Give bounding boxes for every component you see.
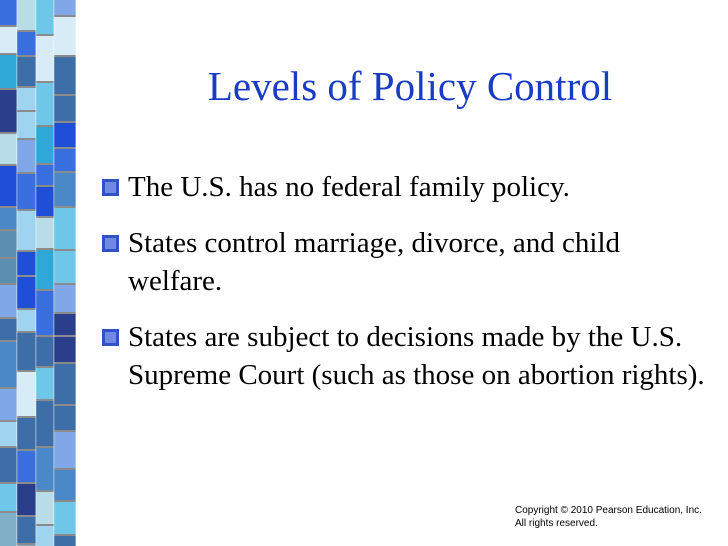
sidebar-tile [36,526,54,546]
sidebar-tile-edge [0,317,17,319]
sidebar-tile-edge [36,399,54,401]
sidebar-tile [54,0,76,15]
sidebar-tile-edge [17,250,36,252]
sidebar-tile [17,32,36,55]
sidebar-tile-edge [17,30,36,32]
bullet-text: States are subject to decisions made by the U.S. Supreme Court (such as those on abortion rights). [128,321,705,391]
sidebar-tile [0,389,17,420]
sidebar-tile-edge [36,335,54,337]
sidebar-tile-edge [36,125,54,127]
sidebar-tile [17,372,36,416]
sidebar-tile-edge [36,81,54,83]
bullet-list [100,168,710,394]
sidebar-tile [17,140,36,172]
sidebar-tile [17,517,36,543]
sidebar-tile [0,422,17,446]
sidebar-tile [0,448,17,482]
sidebar-tile-edge [0,283,17,285]
sidebar-tile-edge [0,206,17,208]
sidebar-tile-edge [54,55,76,57]
sidebar-tile-edge [54,468,76,470]
sidebar-tile [0,231,17,257]
rights-line: All rights reserved. [515,518,598,529]
sidebar-tile [36,187,54,216]
sidebar-tile [17,277,36,308]
sidebar-tile-edge [0,482,17,484]
sidebar-tile-edge [54,94,76,96]
sidebar-tile [54,96,76,121]
sidebar-tile-edge [36,446,54,448]
sidebar-tile [54,57,76,94]
sidebar-tile-edge [54,121,76,123]
sidebar-tile-edge [17,209,36,211]
sidebar-tile-edge [0,25,17,27]
sidebar-tile [54,251,76,283]
sidebar-tile [36,0,54,34]
sidebar-column-divider [16,0,18,546]
sidebar-tile [17,310,36,331]
sidebar-tile-edge [0,257,17,259]
sidebar-tile [36,250,54,289]
sidebar-tile [54,173,76,206]
sidebar-tile [36,401,54,446]
sidebar-tile-edge [54,147,76,149]
sidebar-tile-edge [54,283,76,285]
sidebar-tile [54,536,76,546]
sidebar-tile-edge [17,515,36,517]
sidebar-tile [0,513,17,546]
bullet-item [100,168,710,206]
sidebar-tile-edge [36,524,54,526]
sidebar-tile-edge [17,110,36,112]
sidebar-tile-edge [36,366,54,368]
sidebar-tile-edge [0,88,17,90]
sidebar-tile-edge [36,34,54,36]
sidebar-tile-edge [17,416,36,418]
sidebar-tile-edge [36,163,54,165]
sidebar-tile-edge [17,482,36,484]
bullet-item [100,224,710,300]
sidebar-tile-edge [17,138,36,140]
sidebar-tile [54,406,76,430]
sidebar-tile-edge [0,229,17,231]
sidebar-tile [0,90,17,132]
sidebar-tile-edge [54,335,76,337]
sidebar-tile [0,166,17,206]
sidebar-tile [36,165,54,185]
square-bullet-icon [102,179,119,196]
sidebar-tile [17,88,36,110]
bullet-text: The U.S. has no federal family policy. [128,171,570,203]
sidebar-tile [0,134,17,164]
sidebar-tile [36,83,54,125]
sidebar-tile [17,252,36,275]
sidebar-tile-edge [54,430,76,432]
sidebar-tile-edge [0,387,17,389]
sidebar-tile-edge [17,308,36,310]
sidebar-tile-edge [0,132,17,134]
sidebar-tile [36,218,54,248]
sidebar-tile [17,484,36,515]
sidebar-tile [17,112,36,138]
sidebar-tile [54,123,76,147]
sidebar-tile [36,36,54,81]
sidebar-tile-edge [0,511,17,513]
sidebar-tile-edge [54,404,76,406]
sidebar-tile [17,418,36,449]
sidebar-tile [17,333,36,370]
sidebar-tile-edge [17,86,36,88]
sidebar-tile-edge [36,490,54,492]
sidebar-tile [17,451,36,482]
sidebar-tile [17,211,36,250]
sidebar-tile [54,149,76,171]
sidebar-tile-edge [36,248,54,250]
sidebar-tile-edge [36,289,54,291]
sidebar-tile-edge [0,340,17,342]
sidebar-tile [36,127,54,163]
sidebar-tile [0,285,17,317]
sidebar-tile-edge [17,449,36,451]
sidebar-tile-edge [54,312,76,314]
sidebar-tile [54,364,76,404]
bullet-text: States control marriage, divorce, and child welfare. [128,227,621,297]
sidebar-tile-edge [54,249,76,251]
sidebar-tile-edge [17,543,36,545]
sidebar-tile-edge [36,185,54,187]
sidebar-tile-edge [17,55,36,57]
square-bullet-icon [102,329,119,346]
sidebar-column-divider [53,0,55,546]
copyright-line: Copyright © 2010 Pearson Education, Inc. [515,505,702,516]
sidebar-tile [54,208,76,249]
sidebar-tile [54,502,76,534]
sidebar-column-divider [35,0,37,546]
sidebar-tile [54,285,76,312]
sidebar-tile-edge [17,331,36,333]
sidebar-tile [0,0,17,25]
sidebar-tile-edge [0,446,17,448]
sidebar-tile-edge [54,206,76,208]
sidebar-tile-edge [54,362,76,364]
copyright-notice [515,504,721,530]
bullet-item [100,318,710,394]
sidebar-tile [36,337,54,366]
sidebar-tile [36,368,54,399]
sidebar-tile-edge [0,53,17,55]
sidebar-tile [54,432,76,468]
sidebar-column-divider [75,0,77,546]
sidebar-tile-edge [17,275,36,277]
sidebar-tile [54,337,76,362]
sidebar-tile [0,259,17,283]
sidebar-tile [36,291,54,335]
sidebar-tile-edge [36,216,54,218]
sidebar-tile-edge [0,420,17,422]
sidebar-tile [0,319,17,340]
sidebar-tile [17,0,36,30]
sidebar-tile-edge [54,500,76,502]
sidebar-tile [0,27,17,53]
sidebar-tile [17,57,36,86]
sidebar-tile [54,470,76,500]
sidebar-tile [0,342,17,387]
sidebar-tile [0,55,17,88]
sidebar-tile [0,208,17,229]
sidebar-tile-edge [54,534,76,536]
sidebar-tile-edge [17,370,36,372]
decorative-sidebar-pattern [0,0,80,546]
sidebar-tile [54,17,76,55]
sidebar-tile [0,484,17,511]
sidebar-tile-edge [0,164,17,166]
sidebar-tile-edge [54,171,76,173]
square-bullet-icon [102,235,119,252]
sidebar-pattern-graphic [0,0,80,546]
sidebar-tile [36,448,54,490]
sidebar-tile-edge [54,15,76,17]
sidebar-tile [54,314,76,335]
sidebar-tile-edge [17,172,36,174]
sidebar-tile [36,492,54,524]
slide-title: Levels of Policy Control [207,63,613,109]
sidebar-tile [17,174,36,209]
